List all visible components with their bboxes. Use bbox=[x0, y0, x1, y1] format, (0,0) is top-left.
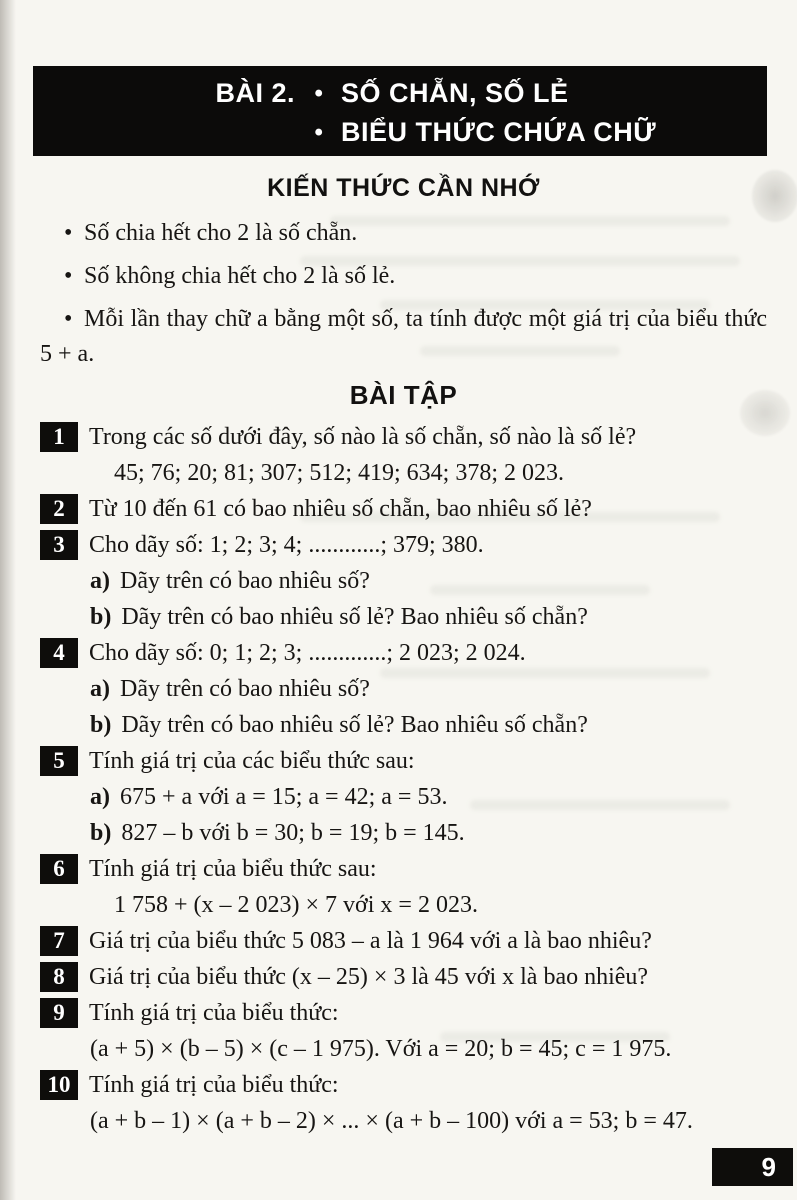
exercise-subitem-a bbox=[40, 566, 767, 597]
exercise-row bbox=[40, 854, 767, 885]
exercise-subitem-b bbox=[40, 710, 767, 741]
exercise-statement: Tính giá trị của biểu thức sau: bbox=[89, 856, 377, 882]
exercise-statement: Cho dãy số: 0; 1; 2; 3; .............; 2 023; 2 024. bbox=[89, 640, 526, 666]
lesson-number-label: BÀI 2. bbox=[215, 78, 295, 108]
subitem-text: Dãy trên có bao nhiêu số? bbox=[120, 568, 370, 594]
exercise-statement: Trong các số dưới đây, số nào là số chẵn, số nào là số lẻ? bbox=[89, 424, 637, 450]
exercise-number-badge: 6 bbox=[40, 854, 78, 884]
subitem-label: b) bbox=[90, 820, 112, 846]
knowledge-bullet-1 bbox=[40, 216, 767, 251]
exercise-number-badge: 2 bbox=[40, 494, 78, 524]
exercise-number-badge: 3 bbox=[40, 530, 78, 560]
exercise-data-line: 45; 76; 20; 81; 307; 512; 419; 634; 378; 2 023. bbox=[114, 460, 565, 486]
lesson-banner bbox=[33, 66, 767, 156]
exercise-8 bbox=[40, 962, 767, 993]
exercise-expression: (a + 5) × (b – 5) × (c – 1 975). Với a = 20; b = 45; c = 1 975. bbox=[90, 1036, 672, 1062]
knowledge-bullet-text: Số không chia hết cho 2 là số lẻ. bbox=[84, 263, 396, 289]
knowledge-heading: KIẾN THỨC CẦN NHỚ bbox=[267, 174, 540, 202]
exercise-number-badge: 5 bbox=[40, 746, 78, 776]
exercise-number-badge: 8 bbox=[40, 962, 78, 992]
exercise-row bbox=[40, 926, 767, 957]
exercise-number-badge: 10 bbox=[40, 1070, 78, 1100]
exercise-6 bbox=[40, 854, 767, 921]
bullet-icon: • bbox=[64, 263, 73, 289]
subitem-label: a) bbox=[90, 784, 110, 810]
exercise-statement: Tính giá trị của biểu thức: bbox=[89, 1072, 339, 1098]
subitem-text: Dãy trên có bao nhiêu số lẻ? Bao nhiêu số chẵn? bbox=[121, 712, 588, 738]
exercise-row bbox=[40, 746, 767, 777]
exercise-statement: Giá trị của biểu thức (x – 25) × 3 là 45 với x là bao nhiêu? bbox=[89, 964, 649, 990]
subitem-label: a) bbox=[90, 568, 110, 594]
exercise-statement: Tính giá trị của các biểu thức sau: bbox=[89, 748, 415, 774]
exercise-expression: 1 758 + (x – 2 023) × 7 với x = 2 023. bbox=[114, 892, 478, 918]
subitem-text: 827 – b với b = 30; b = 19; b = 145. bbox=[121, 820, 465, 846]
knowledge-bullet-2 bbox=[40, 259, 767, 294]
lesson-title-line1: SỐ CHẴN, SỐ LẺ bbox=[341, 78, 569, 108]
knowledge-bullet-3 bbox=[40, 302, 767, 372]
banner-line-2 bbox=[33, 113, 767, 152]
exercise-row bbox=[40, 530, 767, 561]
exercise-9 bbox=[40, 998, 767, 1065]
exercise-statement: Giá trị của biểu thức 5 083 – a là 1 964 với a là bao nhiêu? bbox=[89, 928, 652, 954]
exercise-3 bbox=[40, 530, 767, 633]
exercise-4 bbox=[40, 638, 767, 741]
exercise-row bbox=[40, 1070, 767, 1101]
exercise-row bbox=[40, 422, 767, 453]
exercise-subitem-a bbox=[40, 674, 767, 705]
subitem-text: 675 + a với a = 15; a = 42; a = 53. bbox=[120, 784, 448, 810]
bullet-icon: • bbox=[314, 118, 324, 146]
knowledge-bullet-text: Mỗi lần thay chữ a bằng một số, ta tính được một giá trị của biểu thức 5 + a. bbox=[40, 306, 767, 367]
exercise-row bbox=[40, 998, 767, 1029]
exercise-row bbox=[40, 494, 767, 525]
exercise-number-badge: 9 bbox=[40, 998, 78, 1028]
exercise-2 bbox=[40, 494, 767, 525]
exercise-number-badge: 1 bbox=[40, 422, 78, 452]
exercise-statement: Tính giá trị của biểu thức: bbox=[89, 1000, 339, 1026]
exercise-expression: (a + b – 1) × (a + b – 2) × ... × (a + b – 100) với a = 53; b = 47. bbox=[90, 1108, 693, 1134]
exercise-subitem-b bbox=[40, 602, 767, 633]
subitem-text: Dãy trên có bao nhiêu số lẻ? Bao nhiêu số chẵn? bbox=[121, 604, 588, 630]
exercise-subitem-b bbox=[40, 818, 767, 849]
exercise-number-badge: 4 bbox=[40, 638, 78, 668]
subitem-label: b) bbox=[90, 604, 112, 630]
page-number: 9 bbox=[712, 1148, 793, 1186]
exercise-row bbox=[40, 638, 767, 669]
exercise-statement: Cho dãy số: 1; 2; 3; 4; ............; 379; 380. bbox=[89, 532, 484, 558]
bullet-icon: • bbox=[64, 220, 73, 246]
banner-line-1 bbox=[33, 74, 767, 113]
exercise-10 bbox=[40, 1070, 767, 1137]
exercise-row bbox=[40, 962, 767, 993]
exercise-number-badge: 7 bbox=[40, 926, 78, 956]
exercise-statement: Từ 10 đến 61 có bao nhiêu số chẵn, bao nhiêu số lẻ? bbox=[89, 496, 592, 522]
subitem-label: a) bbox=[90, 676, 110, 702]
knowledge-bullet-text: Số chia hết cho 2 là số chẵn. bbox=[84, 220, 358, 246]
page-content bbox=[40, 174, 767, 1142]
subitem-label: b) bbox=[90, 712, 112, 738]
exercise-7 bbox=[40, 926, 767, 957]
bullet-icon: • bbox=[314, 79, 324, 107]
subitem-text: Dãy trên có bao nhiêu số? bbox=[120, 676, 370, 702]
exercises-heading: BÀI TẬP bbox=[349, 380, 458, 410]
lesson-title-line2: BIỂU THỨC CHỨA CHỮ bbox=[341, 117, 657, 147]
bullet-icon: • bbox=[64, 306, 73, 332]
exercise-1 bbox=[40, 422, 767, 489]
page-edge-shadow bbox=[0, 0, 16, 1200]
exercise-5 bbox=[40, 746, 767, 849]
exercise-subitem-a bbox=[40, 782, 767, 813]
